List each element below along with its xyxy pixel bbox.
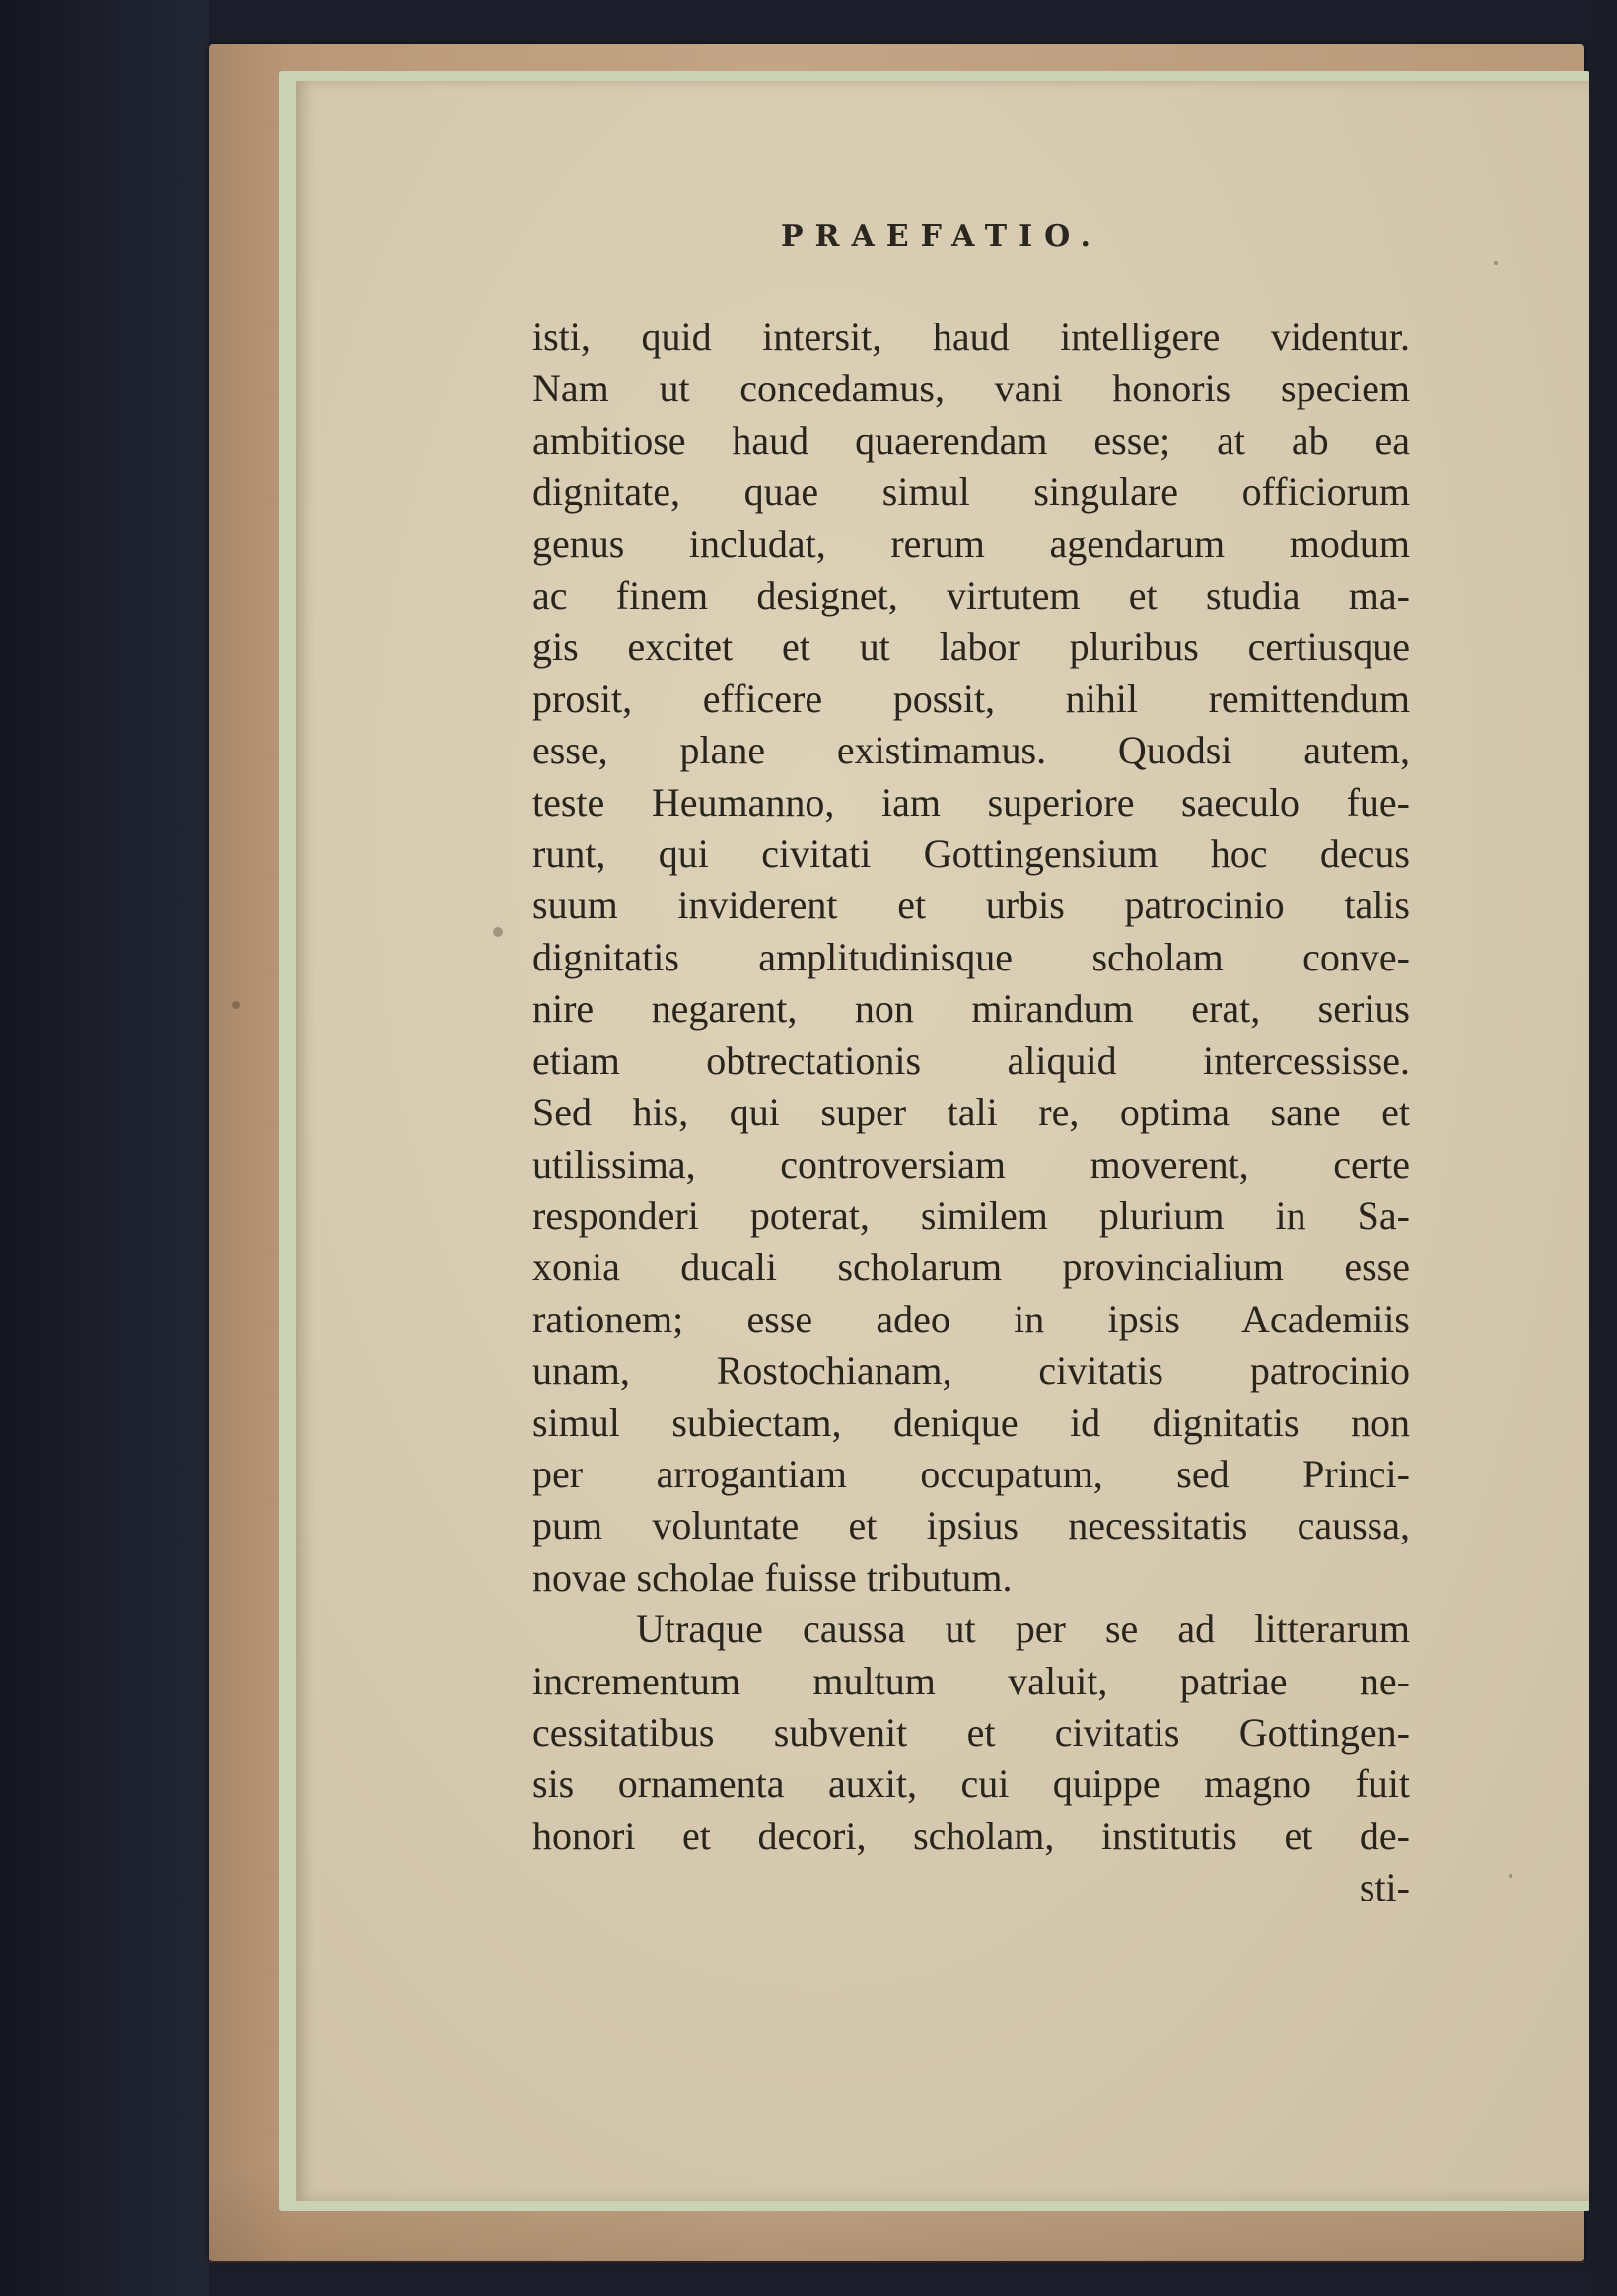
- text-line: cessitatibus subvenit et civitatis Gottingen-: [532, 1709, 1410, 1755]
- text-line: teste Heumanno, iam superiore saeculo fue-: [532, 779, 1410, 825]
- text-line: ac finem designet, virtutem et studia ma-: [532, 573, 1410, 618]
- text-line: etiam obtrectationis aliquid intercessisse.: [532, 1038, 1410, 1083]
- text-line: dignitate, quae simul singulare officiorum: [532, 469, 1410, 515]
- text-line: isti, quid intersit, haud intelligere videntur.: [532, 315, 1410, 359]
- text-line: prosit, efficere possit, nihil remittendum: [532, 676, 1410, 721]
- text-line: genus includat, rerum agendarum modum: [532, 521, 1410, 566]
- text-line: responderi poterat, similem plurium in Sa-: [532, 1192, 1410, 1238]
- paper-speck: [493, 927, 503, 937]
- scan-background-left: [0, 0, 209, 2296]
- text-line: Sed his, qui super tali re, optima sane et: [532, 1090, 1410, 1135]
- text-line: xonia ducali scholarum provincialium esse: [532, 1245, 1410, 1290]
- text-line: suum inviderent et urbis patrocinio talis: [532, 883, 1410, 928]
- text-line: gis excitet et ut labor pluribus certiusque: [532, 624, 1410, 670]
- text-line: Utraque caussa ut per se ad litterarum: [636, 1607, 1410, 1652]
- text-line: nire negarent, non mirandum erat, serius: [532, 986, 1410, 1032]
- text-line: honori et decori, scholam, institutis et de-: [532, 1813, 1410, 1858]
- text-line: unam, Rostochianam, civitatis patrocinio: [532, 1348, 1410, 1394]
- text-line: per arrogantiam occupatum, sed Princi-: [532, 1451, 1410, 1496]
- text-line: ambitiose haud quaerendam esse; at ab ea: [532, 417, 1410, 463]
- text-line: utilissima, controversiam moverent, certe: [532, 1141, 1410, 1186]
- text-line: dignitatis amplitudinisque scholam conve-: [532, 934, 1410, 979]
- text-line: esse, plane existimamus. Quodsi autem,: [532, 728, 1410, 773]
- paper-speck: [232, 1001, 240, 1009]
- text-line: pum voluntate et ipsius necessitatis caussa,: [532, 1503, 1410, 1548]
- paper-speck: [1509, 1874, 1512, 1878]
- scan-background-right: [1589, 0, 1617, 2296]
- text-line: novae scholae fuisse tributum.: [532, 1554, 1013, 1600]
- text-line: incrementum multum valuit, patriae ne-: [532, 1658, 1410, 1703]
- text-line: runt, qui civitati Gottingensium hoc decus: [532, 831, 1410, 877]
- catchword: sti-: [1359, 1865, 1410, 1910]
- text-line: simul subiectam, denique id dignitatis non: [532, 1399, 1410, 1445]
- body-text: [532, 312, 1410, 1914]
- text-line: sis ornamenta auxit, cui quippe magno fuit: [532, 1761, 1410, 1807]
- text-line: Nam ut concedamus, vani honoris speciem: [532, 366, 1410, 411]
- text-line: rationem; esse adeo in ipsis Academiis: [532, 1296, 1410, 1341]
- running-head: PRAEFATIO.: [781, 219, 1102, 253]
- paper-speck: [1494, 261, 1498, 265]
